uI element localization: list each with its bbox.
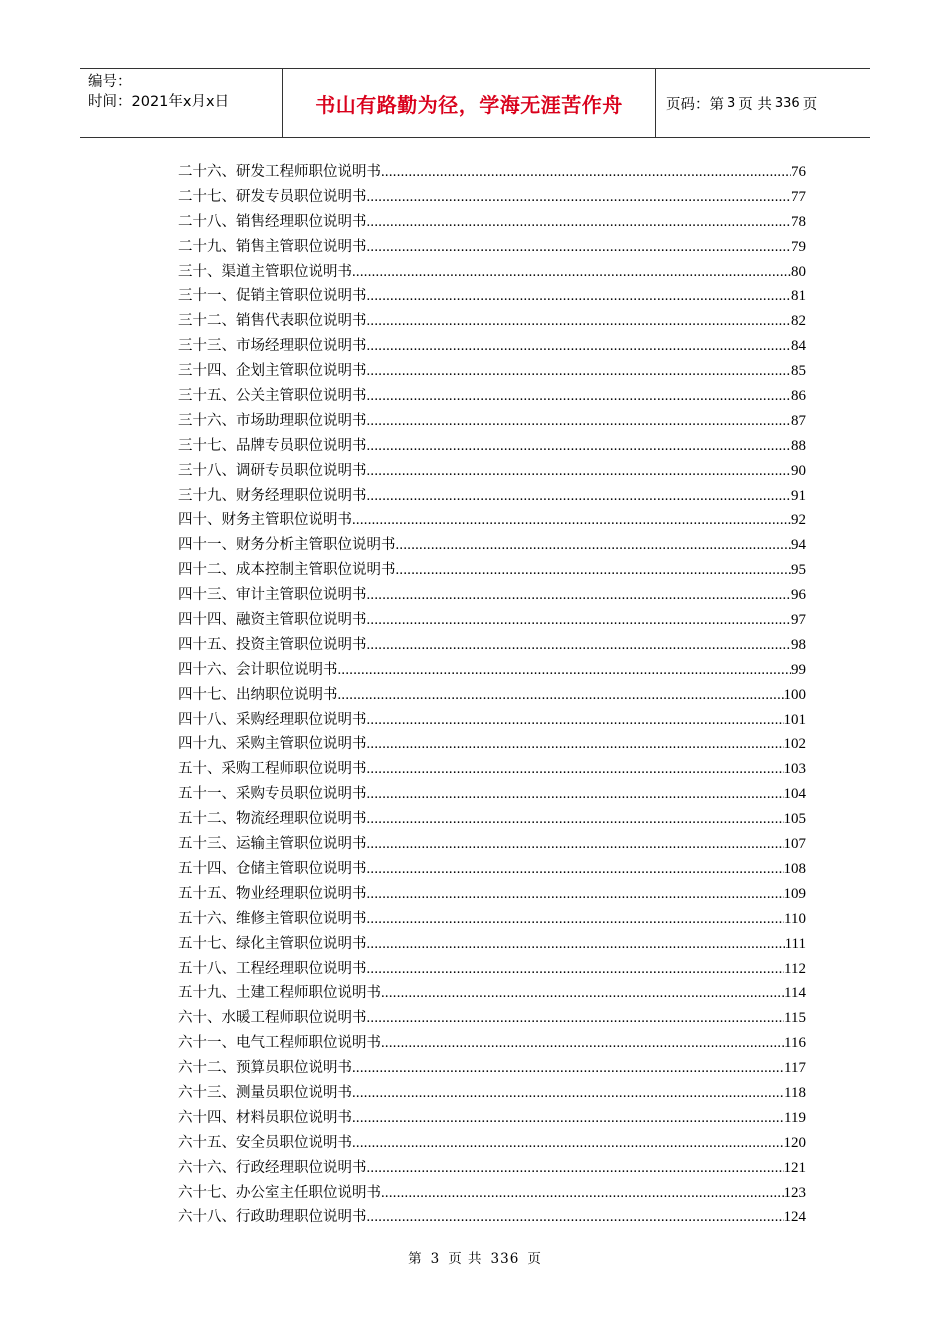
toc-entry-title: 三十八、调研专员职位说明书 [178, 462, 367, 479]
toc-entry-page: 87 [791, 412, 806, 429]
toc-entry[interactable] [178, 185, 806, 210]
toc-leader-dots [367, 235, 792, 260]
toc-leader-dots [367, 309, 792, 334]
toc-leader-dots [367, 359, 792, 384]
toc-entry[interactable] [178, 708, 806, 733]
toc-entry-page: 115 [784, 1010, 806, 1027]
toc-entry-title: 三十五、公关主管职位说明书 [178, 388, 367, 405]
toc-entry[interactable] [178, 1031, 806, 1056]
toc-entry-title: 五十二、物流经理职位说明书 [178, 811, 367, 828]
toc-leader-dots [338, 658, 792, 683]
header-meta [80, 69, 282, 137]
toc-leader-dots [338, 683, 784, 708]
toc-entry[interactable] [178, 633, 806, 658]
toc-entry-title: 四十四、融资主管职位说明书 [178, 612, 367, 629]
toc-leader-dots [367, 434, 792, 459]
page-total: 336 [774, 95, 800, 111]
toc-leader-dots [367, 832, 784, 857]
toc-entry-title: 二十七、研发专员职位说明书 [178, 188, 367, 205]
toc-entry[interactable] [178, 309, 806, 334]
toc-entry[interactable] [178, 409, 806, 434]
toc-entry[interactable] [178, 757, 806, 782]
toc-leader-dots [367, 708, 784, 733]
toc-entry-page: 114 [784, 985, 806, 1002]
toc-entry-title: 三十二、销售代表职位说明书 [178, 313, 367, 330]
toc-entry-page: 85 [791, 363, 806, 380]
toc-leader-dots [367, 384, 792, 409]
toc-leader-dots [367, 459, 792, 484]
page-prefix: 页码：第 [666, 96, 724, 113]
toc-entry[interactable] [178, 284, 806, 309]
toc-entry-page: 120 [783, 1134, 806, 1151]
toc-entry[interactable] [178, 235, 806, 260]
toc-entry-title: 五十七、绿化主管职位说明书 [178, 935, 367, 952]
toc-entry-page: 107 [783, 836, 806, 853]
toc-entry[interactable] [178, 683, 806, 708]
page-header [80, 68, 870, 138]
footer-prefix: 第 [408, 1251, 423, 1267]
toc-entry-title: 三十三、市场经理职位说明书 [178, 338, 367, 355]
toc-entry-page: 86 [791, 388, 806, 405]
toc-leader-dots [367, 932, 785, 957]
toc-entry[interactable] [178, 732, 806, 757]
toc-entry-title: 五十六、维修主管职位说明书 [178, 910, 367, 927]
toc-entry-page: 104 [783, 786, 806, 803]
toc-leader-dots [367, 957, 785, 982]
toc-entry[interactable] [178, 1056, 806, 1081]
toc-entry[interactable] [178, 658, 806, 683]
toc-entry-title: 六十三、测量员职位说明书 [178, 1084, 352, 1101]
toc-entry-page: 95 [791, 562, 806, 579]
toc-entry-title: 三十六、市场助理职位说明书 [178, 412, 367, 429]
toc-entry[interactable] [178, 1081, 806, 1106]
footer-suffix: 页 [527, 1251, 542, 1267]
toc-entry-title: 六十、水暖工程师职位说明书 [178, 1010, 367, 1027]
date-label: 时间：2021年x月x日 [88, 94, 230, 110]
toc-leader-dots [381, 981, 784, 1006]
toc-entry-title: 四十九、采购主管职位说明书 [178, 736, 367, 753]
toc-entry-page: 121 [783, 1159, 806, 1176]
toc-leader-dots [367, 1156, 784, 1181]
toc-entry-page: 80 [791, 263, 806, 280]
toc-entry-title: 五十九、土建工程师职位说明书 [178, 985, 381, 1002]
toc-leader-dots [367, 608, 792, 633]
toc-entry-title: 四十五、投资主管职位说明书 [178, 636, 367, 653]
toc-entry-page: 123 [783, 1184, 806, 1201]
toc-entry-page: 101 [783, 711, 806, 728]
toc-leader-dots [396, 533, 792, 558]
toc-entry[interactable] [178, 857, 806, 882]
toc-entry[interactable] [178, 932, 806, 957]
toc-entry[interactable] [178, 334, 806, 359]
toc-leader-dots [381, 1031, 784, 1056]
footer-page-total: 336 [490, 1251, 520, 1267]
toc-entry-page: 94 [791, 537, 806, 554]
toc-leader-dots [367, 185, 792, 210]
toc-entry-title: 五十五、物业经理职位说明书 [178, 885, 367, 902]
toc-leader-dots [396, 558, 792, 583]
page-number: 3 [727, 95, 736, 111]
toc-entry-page: 105 [783, 811, 806, 828]
toc-entry-title: 三十一、促销主管职位说明书 [178, 288, 367, 305]
toc-leader-dots [367, 334, 792, 359]
toc-entry[interactable] [178, 160, 806, 185]
page-suffix: 页 [802, 96, 818, 113]
toc-entry-page: 97 [791, 612, 806, 629]
toc-entry-title: 六十八、行政助理职位说明书 [178, 1209, 367, 1226]
footer-page-number: 3 [430, 1251, 441, 1267]
toc-entry-page: 96 [791, 587, 806, 604]
toc-entry[interactable] [178, 459, 806, 484]
toc-leader-dots [352, 1131, 784, 1156]
toc-entry-page: 118 [784, 1084, 806, 1101]
toc-entry-page: 99 [791, 661, 806, 678]
toc-leader-dots [367, 484, 792, 509]
toc-entry[interactable] [178, 1006, 806, 1031]
toc-entry-title: 六十五、安全员职位说明书 [178, 1134, 352, 1151]
toc-entry-page: 98 [791, 636, 806, 653]
toc-entry-page: 119 [784, 1109, 806, 1126]
toc-entry[interactable] [178, 1205, 806, 1230]
toc-entry[interactable] [178, 782, 806, 807]
page-mid: 页 共 [738, 96, 772, 113]
toc-entry-page: 78 [791, 213, 806, 230]
toc-entry[interactable] [178, 434, 806, 459]
toc-entry-title: 二十八、销售经理职位说明书 [178, 213, 367, 230]
toc-entry[interactable] [178, 384, 806, 409]
toc-entry-page: 82 [791, 313, 806, 330]
toc-entry-title: 三十、渠道主管职位说明书 [178, 263, 352, 280]
toc-entry[interactable] [178, 1181, 806, 1206]
toc-entry-title: 四十、财务主管职位说明书 [178, 512, 352, 529]
toc-entry-title: 三十九、财务经理职位说明书 [178, 487, 367, 504]
toc-entry-page: 103 [783, 761, 806, 778]
toc-entry-page: 110 [784, 910, 806, 927]
page-footer [0, 1247, 950, 1267]
toc-entry[interactable] [178, 981, 806, 1006]
toc-entry-title: 二十六、研发工程师职位说明书 [178, 164, 381, 180]
toc-entry-page: 117 [784, 1060, 806, 1077]
toc-entry-title: 三十七、品牌专员职位说明书 [178, 437, 367, 454]
toc-entry[interactable] [178, 583, 806, 608]
toc-entry[interactable] [178, 1156, 806, 1181]
toc-entry-page: 81 [791, 288, 806, 305]
toc-leader-dots [367, 907, 785, 932]
toc-leader-dots [367, 1205, 784, 1230]
toc-entry[interactable] [178, 533, 806, 558]
toc-leader-dots [367, 210, 792, 235]
toc-entry[interactable] [178, 508, 806, 533]
header-page-info [656, 69, 870, 137]
footer-mid: 页 共 [448, 1251, 483, 1267]
toc-leader-dots [367, 857, 784, 882]
toc-entry-page: 102 [783, 736, 806, 753]
toc-leader-dots [367, 409, 792, 434]
toc-entry-title: 六十二、预算员职位说明书 [178, 1060, 352, 1077]
toc-entry-title: 四十六、会计职位说明书 [178, 661, 338, 678]
toc-entry[interactable] [178, 210, 806, 235]
toc-entry-title: 六十四、材料员职位说明书 [178, 1109, 352, 1126]
toc-entry-page: 100 [783, 686, 806, 703]
toc-entry-title: 六十七、办公室主任职位说明书 [178, 1184, 381, 1201]
toc-leader-dots [367, 583, 792, 608]
toc-entry[interactable] [178, 484, 806, 509]
toc-entry-page: 124 [783, 1209, 806, 1226]
toc-entry-title: 四十七、出纳职位说明书 [178, 686, 338, 703]
toc-entry-page: 88 [791, 437, 806, 454]
toc-entry[interactable] [178, 907, 806, 932]
toc-leader-dots [352, 1081, 784, 1106]
toc-leader-dots [367, 782, 784, 807]
toc-entry-page: 116 [784, 1035, 806, 1052]
toc-entry-page: 112 [784, 960, 806, 977]
toc-entry-page: 90 [791, 462, 806, 479]
toc-leader-dots [367, 882, 784, 907]
toc-leader-dots [352, 1056, 784, 1081]
toc-entry[interactable] [178, 359, 806, 384]
toc-entry[interactable] [178, 957, 806, 982]
header-motto: 书山有路勤为径，学海无涯苦作舟 [282, 69, 656, 137]
toc-leader-dots [367, 732, 784, 757]
toc-leader-dots [367, 284, 792, 309]
toc-entry-page: 108 [783, 860, 806, 877]
toc-entry[interactable] [178, 1131, 806, 1156]
toc-entry-title: 六十一、电气工程师职位说明书 [178, 1035, 381, 1052]
toc-entry-title: 三十四、企划主管职位说明书 [178, 363, 367, 380]
toc-entry[interactable] [178, 807, 806, 832]
toc-entry-page: 92 [791, 512, 806, 529]
toc-entry[interactable] [178, 832, 806, 857]
toc-entry-title: 五十一、采购专员职位说明书 [178, 786, 367, 803]
toc-entry-title: 四十一、财务分析主管职位说明书 [178, 537, 396, 554]
toc-entry-page: 84 [791, 338, 806, 355]
toc-leader-dots [367, 807, 784, 832]
toc-entry[interactable] [178, 558, 806, 583]
toc-entry-page: 79 [791, 238, 806, 255]
toc-entry-page: 109 [783, 885, 806, 902]
toc-leader-dots [352, 1106, 784, 1131]
toc-leader-dots [367, 1006, 785, 1031]
toc-entry-title: 二十九、销售主管职位说明书 [178, 238, 367, 255]
toc-entry-title: 五十、采购工程师职位说明书 [178, 761, 367, 778]
toc-entry-page: 77 [791, 188, 806, 205]
toc-leader-dots [381, 160, 791, 185]
toc-entry[interactable] [178, 882, 806, 907]
toc-leader-dots [367, 757, 784, 782]
toc-leader-dots [352, 508, 791, 533]
toc-entry-title: 四十八、采购经理职位说明书 [178, 711, 367, 728]
toc-entry-page: 91 [791, 487, 806, 504]
toc-leader-dots [367, 633, 792, 658]
toc-entry-page: 111 [784, 935, 806, 952]
toc-entry[interactable] [178, 608, 806, 633]
toc-leader-dots [381, 1181, 784, 1206]
toc-entry-title: 五十八、工程经理职位说明书 [178, 960, 367, 977]
toc-entry-title: 五十三、运输主管职位说明书 [178, 836, 367, 853]
toc-leader-dots [352, 260, 791, 285]
toc-entry-page: 76 [791, 164, 806, 180]
serial-label: 编号： [88, 74, 132, 90]
toc-entry-title: 四十二、成本控制主管职位说明书 [178, 562, 396, 579]
toc-entry[interactable] [178, 1106, 806, 1131]
toc-entry[interactable] [178, 260, 806, 285]
toc-entry-title: 四十三、审计主管职位说明书 [178, 587, 367, 604]
table-of-contents [178, 160, 806, 1230]
toc-entry-title: 六十六、行政经理职位说明书 [178, 1159, 367, 1176]
toc-entry-title: 五十四、仓储主管职位说明书 [178, 860, 367, 877]
